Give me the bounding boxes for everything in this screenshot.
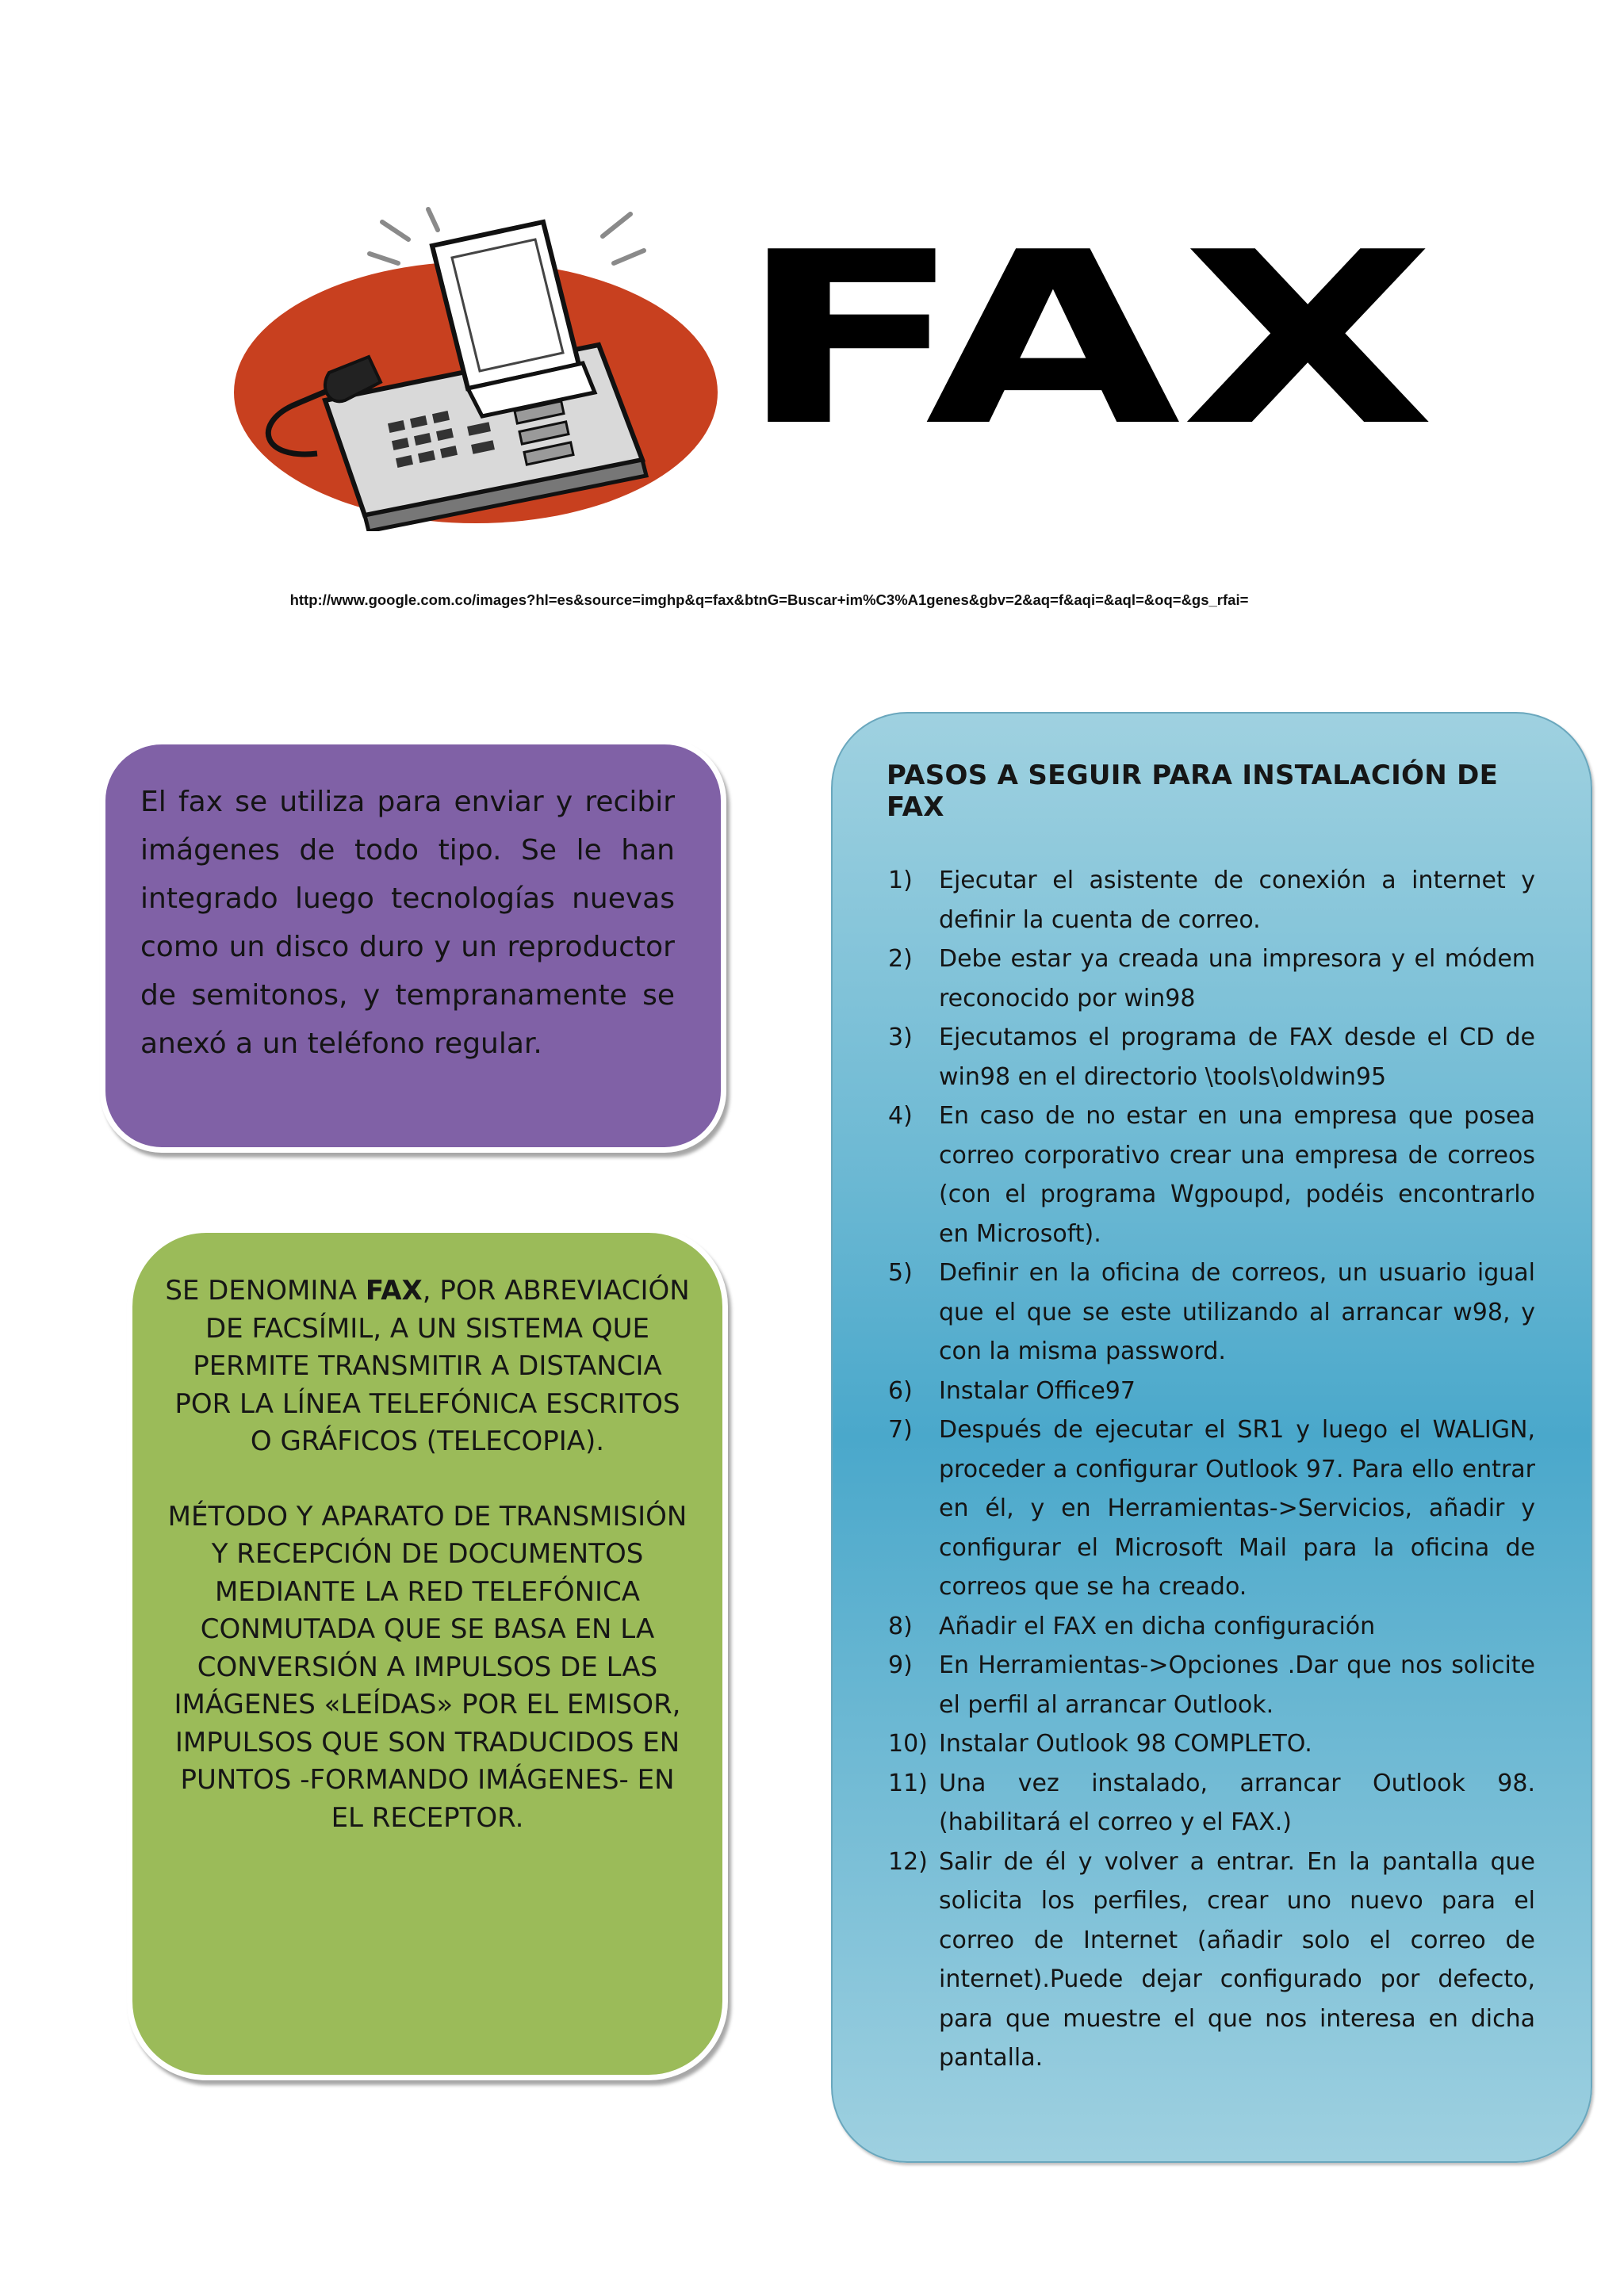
- fax-wordart-title: [714, 246, 1451, 499]
- step-text: Ejecutar el asistente de conexión a internet y definir la cuenta de correo.: [939, 867, 1535, 934]
- installation-steps-card: [831, 712, 1592, 2163]
- step-text: Instalar Office97: [939, 1376, 1136, 1405]
- step-number: 5): [888, 1259, 913, 1287]
- step-text: En caso de no estar en una empresa que posea correo corporativo crear una empresa de correos (con el programa Wgpoupd, podéis encontrarlo en Microsoft).: [939, 1102, 1535, 1248]
- step-number: 6): [888, 1376, 913, 1405]
- fax-machine-illustration: [230, 198, 722, 531]
- fax-description-paragraph-1: [164, 1272, 691, 1461]
- step-item: [887, 1410, 1535, 1607]
- step-item: [887, 1253, 1535, 1372]
- step-item: [887, 1724, 1535, 1764]
- step-text: Salir de él y volver a entrar. En la pantalla que solicita los perfiles, crear uno nuevo para el correo de Internet (añadir solo el correo de internet).Puede dejar configurado por defecto, para que muestre el que nos interesa en dicha pantalla.: [939, 1847, 1535, 2072]
- step-text: Una vez instalado, arrancar Outlook 98. (habilitará el correo y el FAX.): [939, 1769, 1535, 1836]
- step-item: [887, 1843, 1535, 2078]
- step-item: [887, 1372, 1535, 1411]
- step-item: [887, 861, 1535, 939]
- header: [0, 0, 1624, 555]
- step-number: 9): [888, 1651, 913, 1679]
- step-number: 2): [888, 945, 913, 973]
- fax-description-p1-start: SE DENOMINA: [165, 1275, 366, 1307]
- fax-description-paragraph-2: MÉTODO Y APARATO DE TRANSMISIÓN Y RECEPCIÓN DE DOCUMENTOS MEDIANTE LA RED TELEFÓNICA CONMUTADA QUE SE BASA EN LA CONVERSIÓN A IMPULSOS DE LAS IMÁGENES «LEÍDAS» POR EL EMISOR, IMPULSOS QUE SON TRADUCIDOS EN PUNTOS -FORMANDO IMÁGENES- EN EL RECEPTOR.: [167, 1500, 688, 1834]
- step-number: 7): [888, 1416, 913, 1444]
- step-item: [887, 1018, 1535, 1096]
- step-item: [887, 1096, 1535, 1253]
- step-text: Después de ejecutar el SR1 y luego el WALIGN, proceder a configurar Outlook 97. Para ello entrar en él, y en Herramientas->Servicios, añadir y configurar el Microsoft Mail para la oficina de correos que se ha creado.: [939, 1416, 1535, 1601]
- step-item: [887, 939, 1535, 1018]
- step-text: En Herramientas->Opciones .Dar que nos solicite el perfil al arrancar Outlook.: [939, 1651, 1535, 1719]
- step-text: Instalar Outlook 98 COMPLETO.: [939, 1730, 1312, 1758]
- steps-list: [887, 861, 1535, 2078]
- step-number: 12): [888, 1847, 928, 1876]
- step-number: 8): [888, 1612, 913, 1640]
- step-number: 11): [888, 1769, 928, 1797]
- step-item: [887, 1607, 1535, 1647]
- step-text: Definir en la oficina de correos, un usuario igual que el que se este utilizando al arrancar w98, y con la misma password.: [939, 1259, 1535, 1365]
- step-number: 1): [888, 867, 913, 894]
- fax-description-p1-end: , POR ABREVIACIÓN DE FACSÍMIL, A UN SISTEMA QUE PERMITE TRANSMITIR A DISTANCIA POR LA LÍNEA TELEFÓNICA ESCRITOS O GRÁFICOS (TELECOPIA).: [174, 1275, 690, 1457]
- fax-definition-text: El fax se utiliza para enviar y recibir imágenes de todo tipo. Se le han integrado luego tecnologías nuevas como un disco duro y un reproductor de semitonos, y tempranamente se anexó a un teléfono regular.: [140, 786, 675, 1060]
- step-item: [887, 1646, 1535, 1724]
- step-number: 4): [888, 1102, 913, 1130]
- step-text: Debe estar ya creada una impresora y el módem reconocido por win98: [939, 945, 1535, 1012]
- fax-description-card: [127, 1227, 728, 2080]
- fax-wordart-text: FAX: [737, 246, 1435, 478]
- steps-title: PASOS A SEGUIR PARA INSTALACIÓN DE FAX: [887, 760, 1499, 823]
- fax-description-p1-bold: FAX: [365, 1275, 423, 1307]
- image-source-url: http://www.google.com.co/images?hl=es&source=imghp&q=fax&btnG=Buscar+im%C3%A1genes&gbv=2&aq=f&aqi=&aql=&oq=&gs_rfai=: [289, 591, 1249, 608]
- step-item: [887, 1764, 1535, 1843]
- step-number: 3): [888, 1024, 913, 1051]
- step-text: Añadir el FAX en dicha configuración: [939, 1612, 1376, 1640]
- fax-definition-card: [100, 739, 726, 1153]
- step-text: Ejecutamos el programa de FAX desde el CD de win98 en el directorio \tools\oldwin95: [939, 1024, 1535, 1091]
- step-number: 10): [888, 1730, 928, 1758]
